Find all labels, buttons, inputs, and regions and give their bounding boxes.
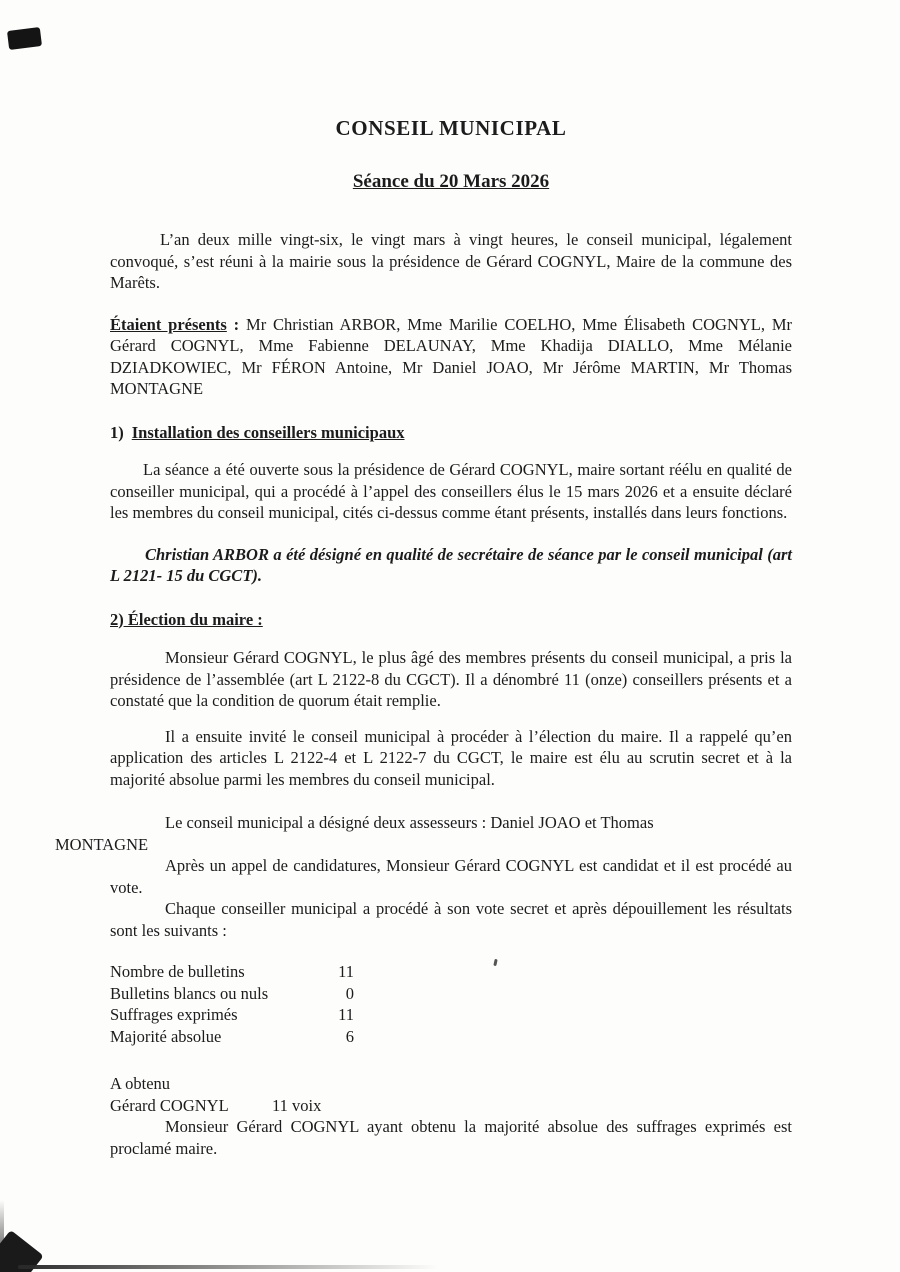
section1-heading-text: Installation des conseillers municipaux: [131, 422, 405, 442]
document-content: [55, 108, 793, 1159]
assessors-line-1: Le conseil municipal a désigné deux assesseurs : Daniel JOAO et Thomas: [165, 813, 654, 832]
result-value: 0: [345, 983, 354, 1003]
section2-vote-block: [55, 812, 792, 941]
section2-paragraph-1: Monsieur Gérard COGNYL, le plus âgé des membres présents du conseil municipal, a pris la présidence de l’assemblée (art L 2122-8 du CGCT). Il a dénombré 11 (onze) conseillers présents et a constaté que la condition de quorum était remplie.: [110, 648, 792, 710]
section2-heading-text: 2) Élection du maire :: [110, 609, 263, 629]
assessors-line-2: MONTAGNE: [55, 834, 149, 854]
attendees-label: Étaient présents: [110, 314, 227, 334]
result-label: Majorité absolue: [110, 1026, 222, 1046]
result-label: Bulletins blancs ou nuls: [110, 983, 269, 1003]
assessors-paragraph: [55, 812, 792, 855]
attendees-colon: :: [226, 314, 247, 334]
obtained-row: [110, 1095, 792, 1117]
result-label: Nombre de bulletins: [110, 962, 245, 981]
section1-number: 1): [110, 422, 124, 442]
obtained-candidate-name: Gérard COGNYL: [110, 1095, 229, 1115]
obtained-votes: 11 voix: [272, 1095, 322, 1115]
table-row: [110, 1026, 792, 1048]
table-row: [110, 983, 792, 1005]
table-row: [110, 961, 792, 983]
document-title: CONSEIL MUNICIPAL: [335, 116, 567, 140]
result-value: 6: [345, 1026, 354, 1046]
document-subtitle: Séance du 20 Mars 2026: [352, 170, 550, 192]
vote-intro-paragraph: Chaque conseiller municipal a procédé à son vote secret et après dépouillement les résultats sont les suivants :: [110, 899, 792, 940]
result-value: 11: [338, 1005, 354, 1024]
section1-paragraph: La séance a été ouverte sous la présidence de Gérard COGNYL, maire sortant réélu en qualité de conseiller municipal, qui a procédé à l’appel des conseillers élus le 15 mars 2026 et a ensuite déclaré les membres du conseil municipal, cités ci-dessus comme étant présents, installés dans leurs fonctions.: [110, 460, 792, 522]
attendees-list: Mr Christian ARBOR, Mme Marilie COELHO, Mme Élisabeth COGNYL, Mr Gérard COGNYL, Mme Fabienne DELAUNAY, Mme Khadija DIALLO, Mme Mélanie DZIADKOWIEC, Mr FÉRON Antoine, Mr Daniel JOAO, Mr Jérôme MARTIN, Mr Thomas MONTAGNE: [110, 314, 793, 398]
obtained-label: A obtenu: [110, 1074, 171, 1093]
conclusion-paragraph: Monsieur Gérard COGNYL ayant obtenu la majorité absolue des suffrages exprimés est proclamé maire.: [110, 1117, 792, 1158]
intro-paragraph: L’an deux mille vingt-six, le vingt mars à vingt heures, le conseil municipal, légalement convoqué, s’est réuni à la mairie sous la présidence de Gérard COGNYL, Maire de la commune des Marêts.: [110, 230, 792, 292]
section2-paragraph-2: Il a ensuite invité le conseil municipal à procéder à l’élection du maire. Il a rappelé qu’en application des articles L 2122-4 et L 2122-7 du CGCT, le maire est élu au scrutin secret et à la majorité absolue parmi les membres du conseil municipal.: [110, 726, 792, 789]
scan-artifact-top-left: [7, 27, 42, 50]
result-value: 11: [338, 962, 354, 981]
attendees-paragraph: [110, 314, 792, 400]
table-row: [110, 1004, 792, 1026]
scan-artifact-bottom-line: [18, 1265, 438, 1269]
result-label: Suffrages exprimés: [110, 1005, 238, 1024]
vote-results-table: [110, 961, 792, 1047]
section1-heading: [110, 422, 792, 444]
section2-heading: [110, 609, 792, 631]
secretary-note: Christian ARBOR a été désigné en qualité de secrétaire de séance par le conseil municipal (art L 2121- 15 du CGCT).: [110, 544, 792, 585]
candidacy-paragraph: Après un appel de candidatures, Monsieur Gérard COGNYL est candidat et il est procédé au vote.: [110, 856, 792, 897]
